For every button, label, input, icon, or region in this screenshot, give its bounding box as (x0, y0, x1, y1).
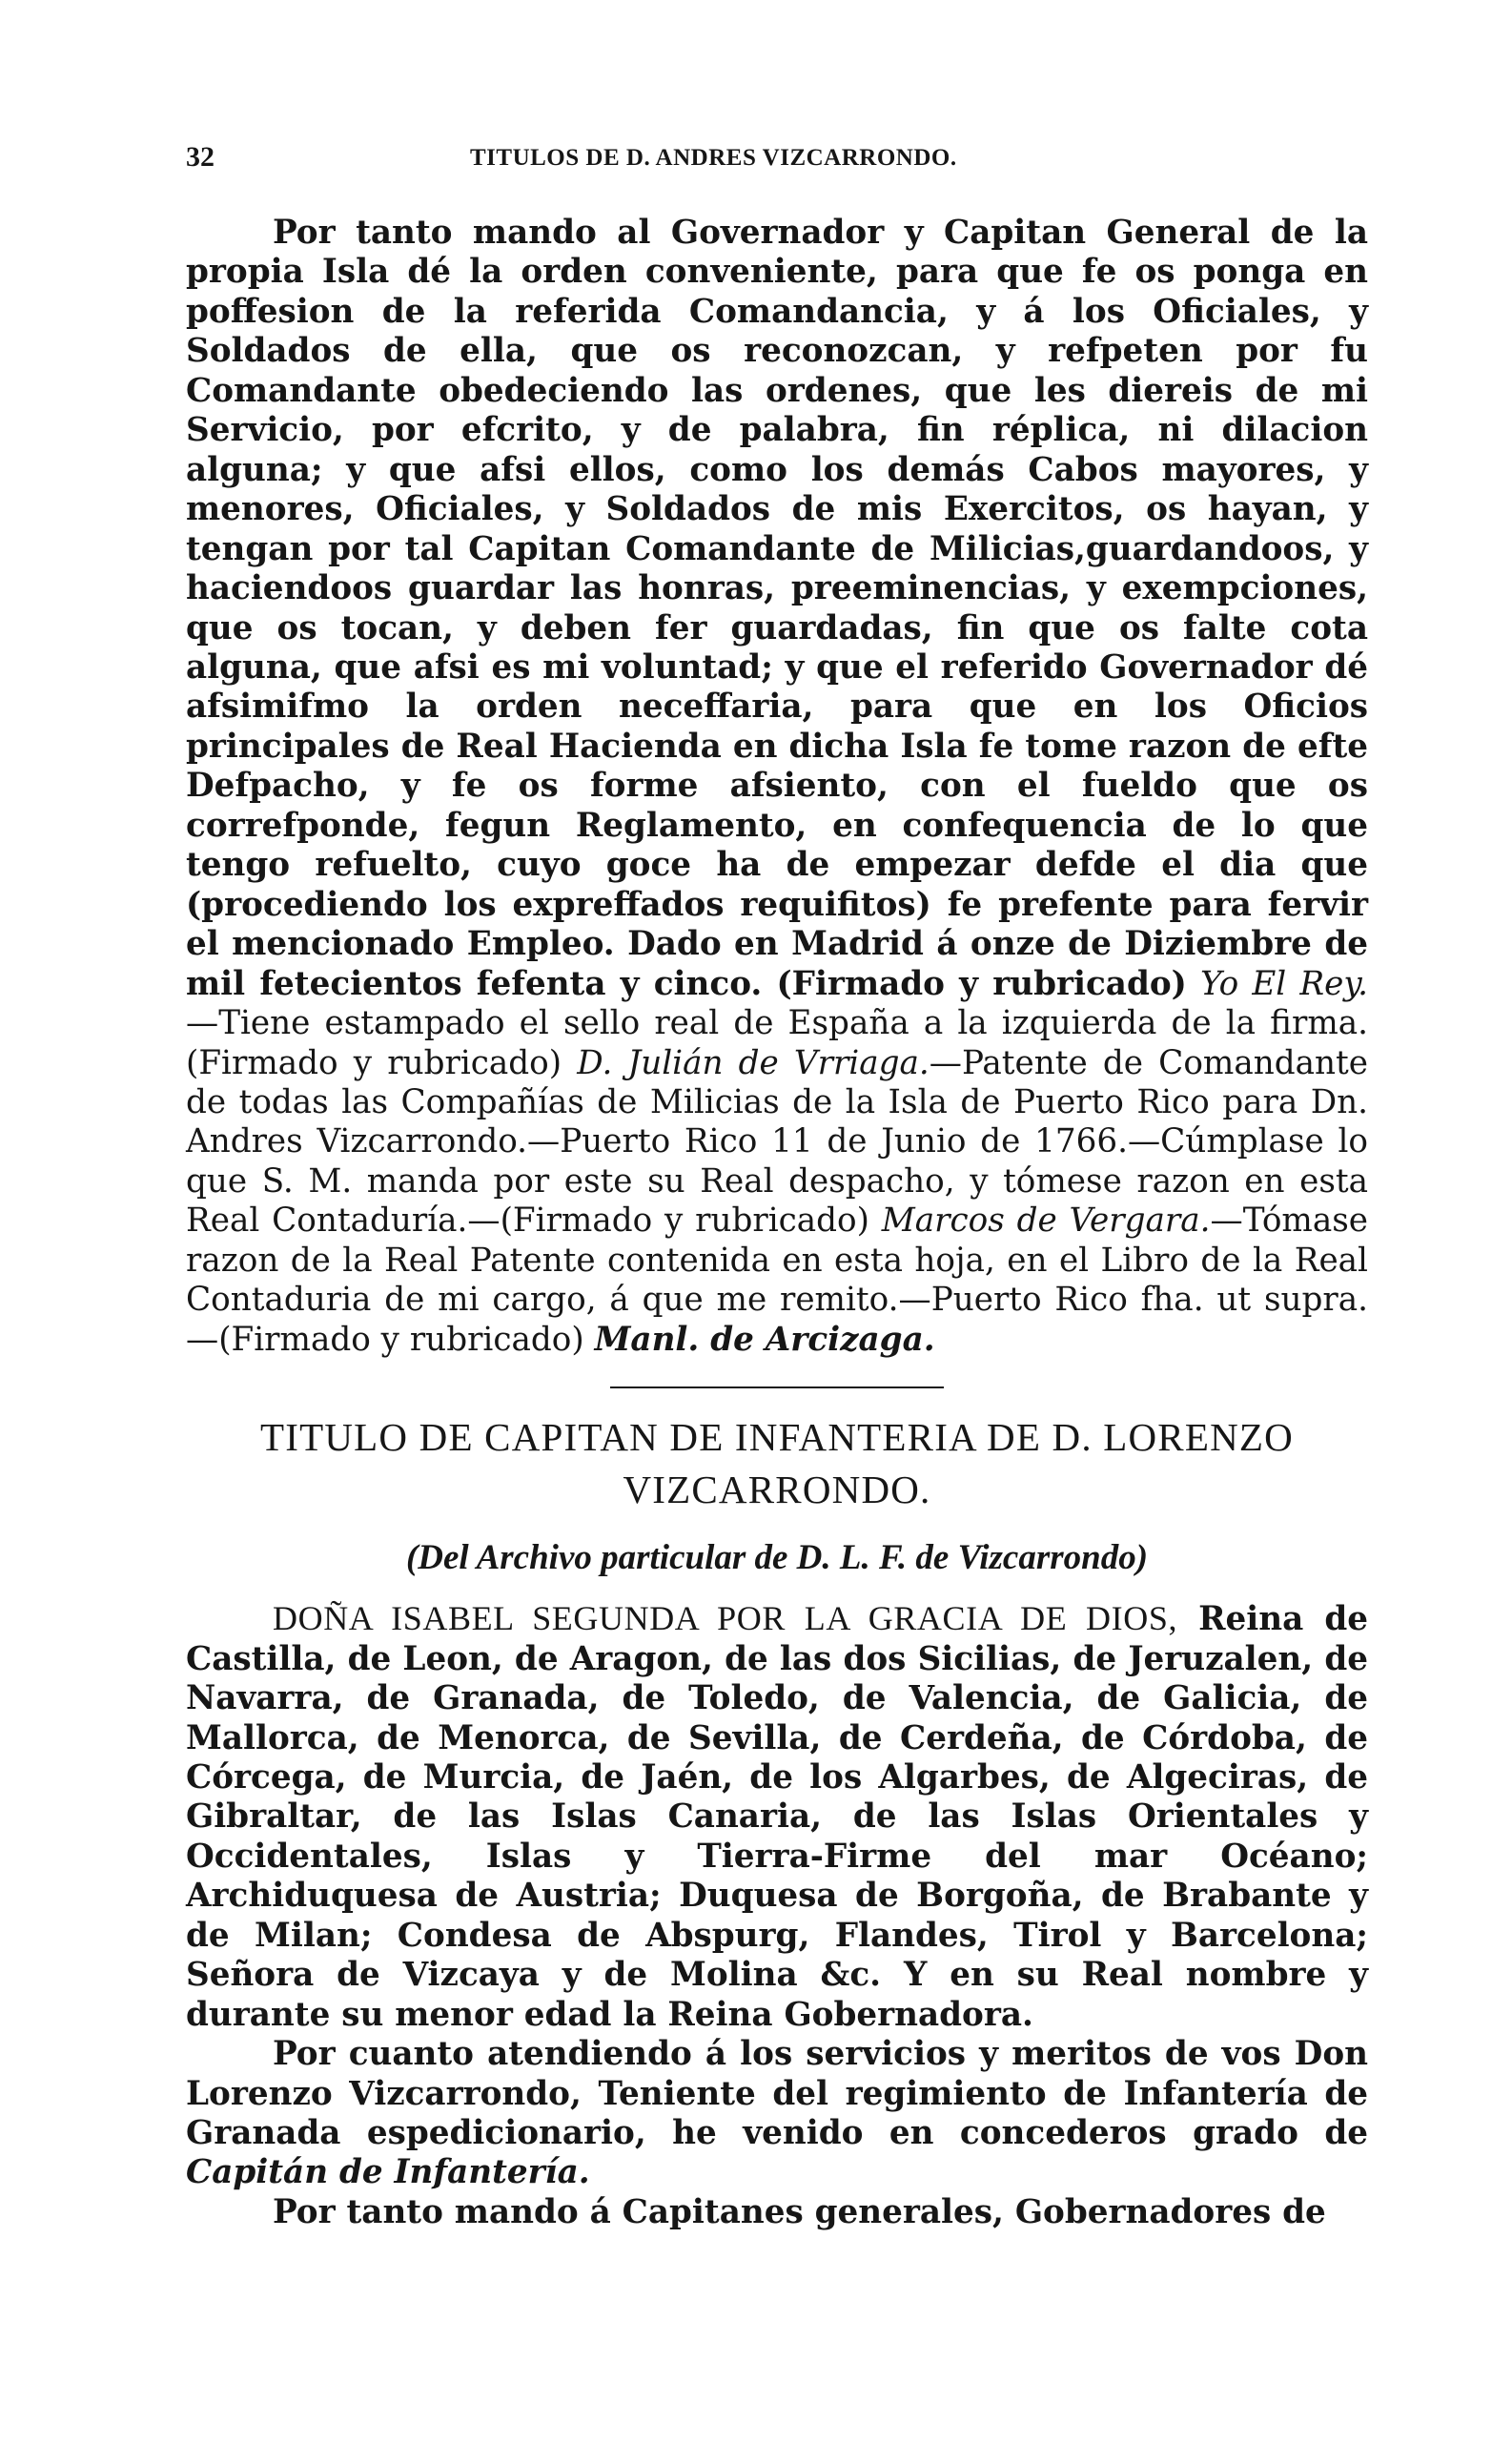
section-title-line-2: VIZCARRONDO. (623, 1468, 931, 1512)
commission-paragraph (186, 214, 1368, 1360)
archive-source-text: Del Archivo particular de (418, 1538, 788, 1578)
decree-por-cuanto: Por cuanto atendiendo á los servicios y meritos de vos Don Lorenzo Vizcarrondo, Teniente del regimiento de Infantería de Granada espedicionario, he venido en concederos grado de (186, 2035, 1368, 2153)
paragraph-text-2: —Tiene estampado el sello real de España a la izquierda de la firma. (Firmado y rubricado) (186, 1004, 1368, 1082)
signature-yo-el-rey: Yo El Rey. (1200, 964, 1369, 1003)
decree-rank-granted: Capitán de Infantería. (186, 2153, 590, 2192)
paragraph-text-3: —Patente de Comandante de todas las Compañías de Milicias de la Isla de Puerto Rico para Dn. Andres Vizcarrondo.—Puerto Rico 11 de Junio de 1766.—Cúmplase lo que S. M. manda por este su Real despacho, y tómese razon en esta Real Contaduría.—(Firmado y rubricado) (186, 1043, 1368, 1241)
signature-julian-de-vrriaga: D. Julián de Vrriaga. (577, 1043, 930, 1082)
decree-royal-titles: Reina de Castilla, de Leon, de Aragon, de las dos Sicilias, de Jeruzalen, de Navarra, de Granada, de Toledo, de Valencia, de Galicia, de Mallorca, de Menorca, de Sevilla, de Cerdeña, de Córdoba, de Córcega, de Murcia, de Jaén, de los Algarbes, de Algeciras, de Gibraltar, de las Islas Canaria, de las Islas Orientales y Occidentales, Islas y Tierra-Firme del mar Océano; Archiduquesa de Austria; Duquesa de Borgoña, de Brabante y de Milan; Condesa de Abspurg, Flandes, Tirol y Barcelona; Señora de Vizcaya y de Molina &c. Y en su Real nombre y durante su menor edad la Reina Gobernadora. (186, 1600, 1369, 2034)
page-number: 32 (186, 141, 215, 173)
running-header (186, 124, 1368, 177)
decree-heading: DOÑA ISABEL SEGUNDA POR LA GRACIA DE DIOS, (273, 1599, 1178, 1638)
document-page (186, 124, 1368, 2232)
archive-source: (Del Archivo particular de D. L. F. de Vizcarrondo) (405, 1538, 1149, 1578)
paragraph-bold-text: Por tanto mando al Governador y Capitan General de la propia Isla dé la orden conveniente, para que fe os ponga en poffesion de la referida Comandancia, y á los Oficiales, y Soldados de ella, que os reconozcan, y refpeten por fu Comandante obedeciendo las ordenes, que les diereis de mi Servicio, por efcrito, y de palabra, fin réplica, ni dilacion alguna; y que afsi ellos, como los demás Cabos mayores, y menores, Oficiales, y Soldados de mis Exercitos, os hayan, y tengan por tal Capitan Comandante de Milicias,guardandoos, y haciendoos guardar las honras, preeminencias, y exempciones, que os tocan, y deben fer guardadas, fin que os falte cota alguna, que afsi es mi voluntad; y que el referido Governador dé afsimifmo la orden neceffaria, para que en los Oficios principales de Real Hacienda en dicha Isla fe tome razon de efte Defpacho, y fe os forme afsiento, con el fueldo que os correfponde, fegun Reglamento, en confequencia de lo que tengo refuelto, cuyo goce ha de empezar defde el dia que (procediendo los expreffados requifitos) fe prefente para fervir el mencionado Empleo. Dado en Madrid á onze de Diziembre de mil fetecientos fefenta y cinco. (Firmado y rubricado) (186, 214, 1368, 1003)
royal-decree (186, 1599, 1368, 2232)
archive-source-name: de Vizcarrondo (915, 1538, 1136, 1578)
section-title-line-1: TITULO DE CAPITAN DE INFANTERIA DE D. LORENZO (260, 1415, 1294, 1460)
archive-source-initials: D. L. F. (796, 1538, 908, 1578)
paragraph-text-4: —Tómase razon de la Real Patente contenida en esta hoja, en el Libro de la Real Contaduria de mi cargo, á que me remito.—Puerto Rico fha. ut supra.—(Firmado y rubricado) (186, 1201, 1368, 1359)
running-title: TITULOS DE D. ANDRES VIZCARRONDO. (470, 145, 957, 171)
section-divider (610, 1386, 944, 1388)
section-title (186, 1411, 1368, 1516)
signature-marcos-de-vergara: Marcos de Vergara. (881, 1201, 1211, 1241)
decree-por-tanto: Por tanto mando á Capitanes generales, Gobernadores de (273, 2192, 1326, 2231)
signature-manl-de-arcizaga: Manl. de Arcizaga. (594, 1320, 935, 1359)
